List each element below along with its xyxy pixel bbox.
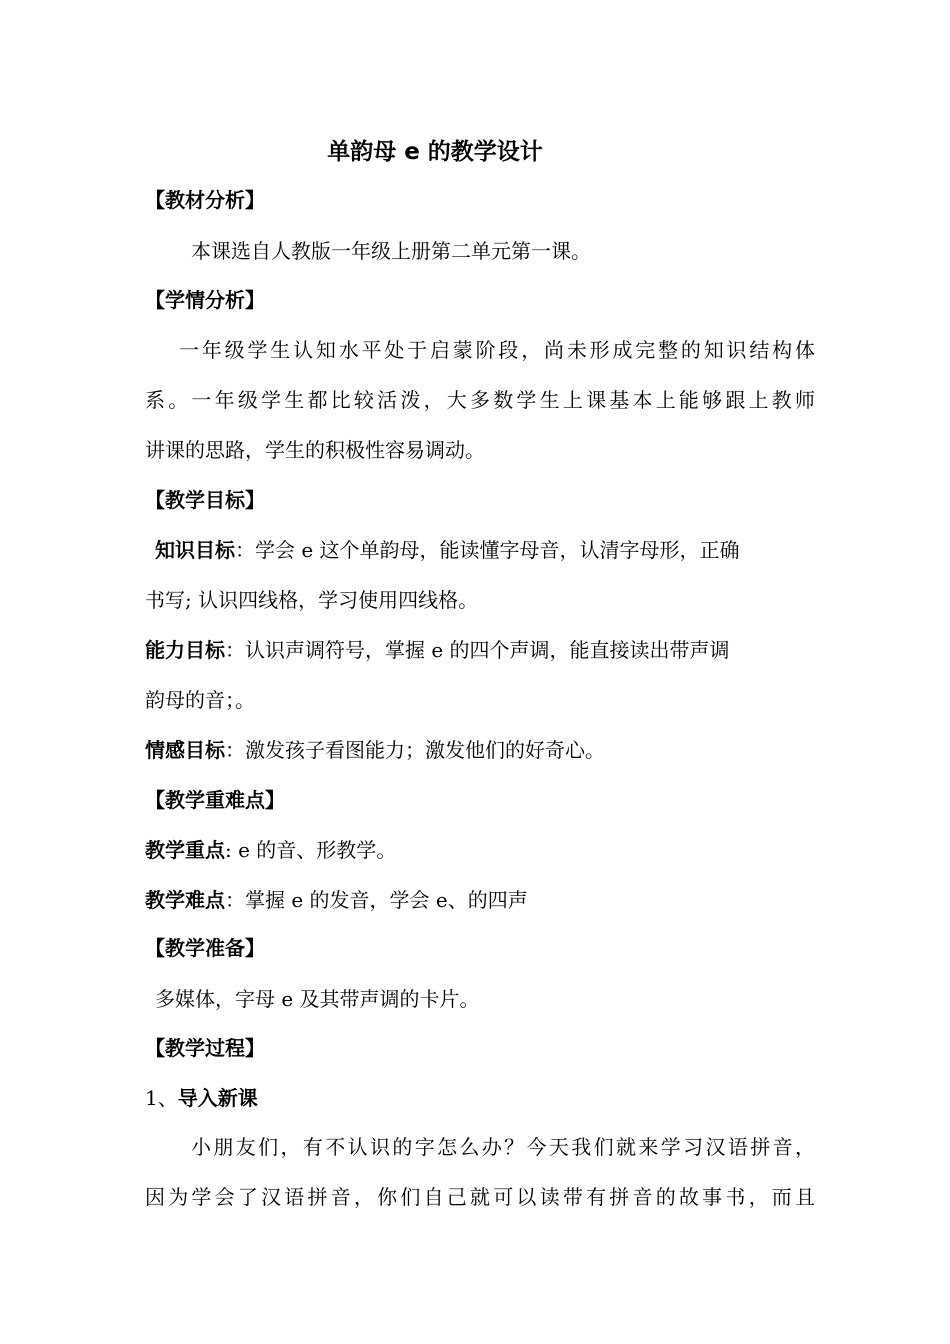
step-1-title: 导入新课 [177, 1086, 258, 1110]
emotion-goal-text: ：激发孩子看图能力；激发他们的好奇心。 [225, 738, 605, 762]
step-1-number: 1、 [145, 1086, 178, 1110]
learner-analysis-line-2: 系。一年级学生都比较活泼，大多数学生上课基本上能够跟上教师 [145, 388, 815, 412]
step-1-heading [145, 1082, 815, 1114]
knowledge-goal-line-2: 书写; 认识四线格，学习使用四线格。 [145, 588, 479, 612]
step-1-line-2: 因为学会了汉语拼音，你们自己就可以读带有拼音的故事书，而且 [145, 1185, 815, 1209]
ability-goal-line-1 [145, 634, 815, 666]
difficult-point-text: ：掌握 e 的发音，学会 e、的四声 [225, 888, 528, 912]
emotion-goal-label: 情感目标 [145, 738, 225, 762]
document-title: 单韵母 e 的教学设计 [327, 139, 543, 165]
ability-goal-text: ：认识声调符号，掌握 e 的四个声调，能直接读出带声调 [225, 638, 730, 662]
learner-analysis-line-1: 一年级学生认知水平处于启蒙阶段，尚未形成完整的知识结构体 [179, 338, 815, 362]
knowledge-goal-label: 知识目标 [155, 538, 235, 562]
difficult-point-line [145, 884, 815, 916]
heading-teaching-goals: 【教学目标】 [145, 488, 265, 512]
step-1-line-1: 小朋友们，有不认识的字怎么办？今天我们就来学习汉语拼音， [191, 1135, 815, 1159]
emotion-goal-line [145, 734, 815, 766]
knowledge-goal-text: ：学会 e 这个单韵母，能读懂字母音，认清字母形，正确 [235, 538, 740, 562]
key-point-label: 教学重点 [145, 838, 225, 862]
heading-teaching-process: 【教学过程】 [145, 1036, 265, 1060]
preparation-text: 多媒体，字母 e 及其带声调的卡片。 [155, 987, 480, 1011]
ability-goal-label: 能力目标 [145, 638, 225, 662]
heading-key-points: 【教学重难点】 [145, 788, 285, 812]
difficult-point-label: 教学难点 [145, 888, 225, 912]
material-analysis-text: 本课选自人教版一年级上册第二单元第一课。 [191, 239, 591, 263]
heading-learner-analysis: 【学情分析】 [145, 288, 265, 312]
knowledge-goal-line-1 [145, 534, 815, 566]
ability-goal-line-2: 韵母的音；。 [145, 688, 255, 712]
heading-preparation: 【教学准备】 [145, 936, 265, 960]
learner-analysis-line-3: 讲课的思路，学生的积极性容易调动。 [145, 438, 485, 462]
heading-material-analysis: 【教材分析】 [145, 188, 265, 212]
key-point-line [145, 834, 815, 866]
key-point-text: : e 的音、形教学。 [225, 838, 397, 862]
